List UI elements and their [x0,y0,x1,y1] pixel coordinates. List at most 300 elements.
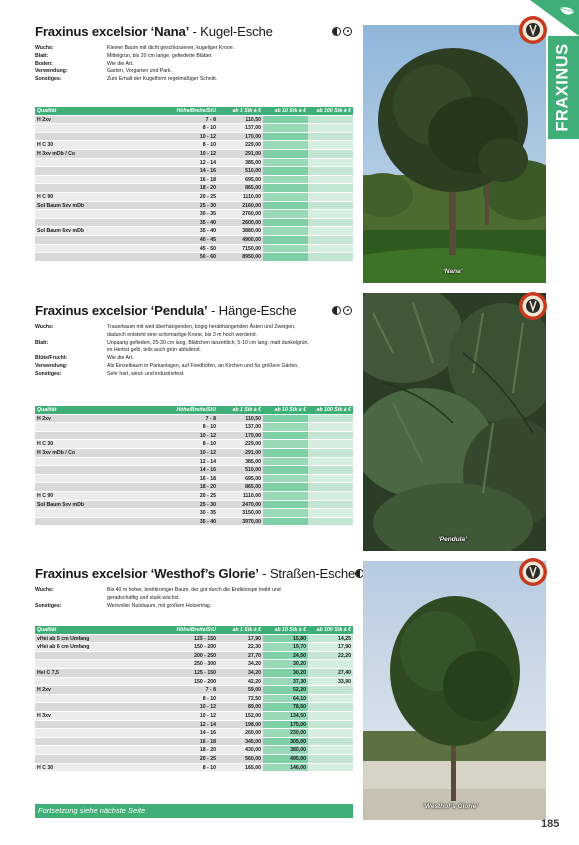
table-cell: 695,00 [218,176,263,184]
table-cell [308,133,353,141]
property-key: Verwendung: [35,68,68,75]
property-value: Als Einzelbaum in Parkanlagen, auf Friedhöfen, an Kirchen und für größere Gärten. [107,362,299,369]
table-cell: 150 - 200 [149,678,218,686]
table-cell [308,116,353,124]
table-cell: 30,20 [263,660,308,668]
table-row [35,202,353,211]
table-cell: Sol Baum 5xv mDb [35,501,149,509]
table-cell: 89,00 [218,703,263,711]
table-cell [308,458,353,466]
table-row [35,440,353,449]
table-cell: 7 - 8 [149,686,218,694]
table-row [35,415,353,424]
quality-seal-icon [518,291,548,321]
property-key: Blatt: [35,52,49,59]
property-value: Garten, Vorgarten und Park. [107,68,172,75]
table-cell: 200 - 250 [149,652,218,660]
properties-list [35,324,353,379]
table-row [35,492,353,501]
section-pendula [35,300,353,379]
table-row [35,669,353,678]
property-value: Wie die Art. [107,355,134,362]
column-header: Höhe/Breite/StU [149,406,218,414]
table-cell: 12 - 14 [149,458,218,466]
table-cell [308,466,353,474]
property-key [35,332,107,340]
table-row [35,686,353,695]
table-cell: vHei ab 5 cm Umfang [35,635,149,643]
table-cell [308,202,353,210]
table-cell [263,124,308,132]
table-cell [35,236,149,244]
property-row [35,347,353,355]
table-cell [263,475,308,483]
table-cell: 8 - 10 [149,764,218,772]
table-row [35,227,353,236]
table-cell [308,755,353,763]
table-cell: 229,00 [218,141,263,149]
table-cell [308,509,353,517]
table-cell [263,141,308,149]
column-header: ab 10 Stk à € [263,626,308,634]
table-cell [308,440,353,448]
table-cell: 35 - 40 [149,219,218,227]
table-cell [35,466,149,474]
table-cell [308,150,353,158]
table-cell [35,210,149,218]
table-cell: 64,10 [263,695,308,703]
table-cell [308,686,353,694]
table-cell [308,703,353,711]
table-cell: 430,00 [218,746,263,754]
table-cell: 134,50 [263,712,308,720]
table-cell [35,518,149,526]
column-header: ab 100 Stk à € [308,107,353,115]
table-cell: 125 - 150 [149,635,218,643]
page-number: 185 [541,818,560,830]
table-row [35,449,353,458]
photo-westhofs-glorie [363,561,546,820]
table-cell [35,755,149,763]
table-cell [35,159,149,167]
table-cell [263,202,308,210]
table-cell: 165,00 [218,764,263,772]
table-cell [263,492,308,500]
table-header [35,626,353,635]
property-key [35,595,107,603]
table-cell: 35 - 40 [149,227,218,235]
table-row [35,483,353,492]
table-cell [263,440,308,448]
table-cell [263,210,308,218]
table-row [35,764,353,773]
table-cell: 560,00 [218,755,263,763]
property-key: Sonstiges: [35,602,62,609]
table-cell [35,746,149,754]
property-key: Verwendung: [35,362,68,369]
table-cell [308,695,353,703]
table-cell: 110,50 [218,116,263,124]
table-header [35,406,353,415]
table-cell [35,432,149,440]
property-row [35,76,353,84]
table-row [35,475,353,484]
table-cell: 1110,00 [218,492,263,500]
table-cell [308,518,353,526]
table-cell [35,458,149,466]
table-cell: Sol Baum 5xv mDb [35,202,149,210]
table-cell: 12 - 14 [149,721,218,729]
table-cell: 14 - 16 [149,167,218,175]
table-cell [308,227,353,235]
column-header: ab 1 Stk à € [218,406,263,414]
table-cell: 8 - 10 [149,141,218,149]
table-row [35,712,353,721]
table-cell: 260,00 [218,729,263,737]
table-cell [308,449,353,457]
table-cell [308,236,353,244]
sun-full-icon [343,27,352,36]
table-cell [308,764,353,772]
table-cell: 10 - 12 [149,703,218,711]
table-cell: 18 - 20 [149,184,218,192]
property-key: Blatt: [35,339,49,346]
property-row [35,587,353,595]
property-value: Wertvoller Nutzbaum, mit großem Holzertrag. [107,602,212,609]
table-cell [263,501,308,509]
table-cell: 510,00 [218,466,263,474]
table-cell: 22,30 [218,643,263,651]
section-nana [35,21,353,84]
table-cell: 72,50 [218,695,263,703]
table-cell [35,167,149,175]
table-cell: 2470,00 [218,501,263,509]
table-cell [35,660,149,668]
table-cell: 7 - 8 [149,415,218,423]
table-cell [35,423,149,431]
table-cell: 30,20 [263,669,308,677]
table-row [35,141,353,150]
table-cell [35,703,149,711]
table-cell [263,176,308,184]
table-cell: 2760,00 [218,210,263,218]
table-cell [35,253,149,261]
property-value: Kleiner Baum mit dicht geschlossener, kugeliger Krone. [107,45,235,51]
table-cell [35,509,149,517]
table-cell [308,176,353,184]
table-row [35,721,353,730]
table-cell: 34,20 [218,669,263,677]
table-cell: 34,20 [218,660,263,668]
table-cell: 14 - 16 [149,729,218,737]
photo-caption: ‘Westhof’s Glorie’ [423,803,479,810]
table-cell: 10 - 12 [149,432,218,440]
table-cell: 229,00 [218,440,263,448]
table-cell [308,245,353,253]
table-cell: 14,25 [308,635,353,643]
table-cell [308,219,353,227]
table-row [35,432,353,441]
section-title: Fraxinus excelsior ‘Pendula’ - Hänge-Esche [35,302,297,318]
table-cell: 78,50 [263,703,308,711]
table-cell [263,167,308,175]
table-cell: Sol Baum 6xv mDb [35,227,149,235]
table-cell [263,159,308,167]
property-value: Zum Erhalt der Kugelform regelmäßiger Schnitt. [107,76,218,83]
properties-list [35,45,353,84]
table-cell [308,167,353,175]
table-cell: 865,00 [218,483,263,491]
table-cell: 291,00 [218,449,263,457]
table-cell: H 2xv [35,116,149,124]
table-row [35,245,353,254]
table-cell: 25 - 30 [149,202,218,210]
table-row [35,678,353,687]
property-key: Blüte/Frucht: [35,355,68,362]
sun-full-icon [343,306,352,315]
table-cell: 52,20 [263,686,308,694]
sun-half-shade-icon [332,27,341,36]
table-cell: 7 - 8 [149,116,218,124]
property-value: Sehr hart, wind- und industriefest. [107,370,185,377]
table-cell: vHei ab 6 cm Umfang [35,643,149,651]
continuation-note: Fortsetzung siehe nächste Seite [35,804,353,818]
table-cell [308,660,353,668]
table-row [35,219,353,228]
property-key: Sonstiges: [35,370,62,377]
table-row [35,167,353,176]
table-cell [308,159,353,167]
table-cell: Hei C 7,5 [35,669,149,677]
table-cell [263,236,308,244]
table-cell: 150 - 200 [149,643,218,651]
table-row [35,184,353,193]
table-cell: 20 - 25 [149,492,218,500]
table-cell: 137,00 [218,423,263,431]
table-cell: H C 90 [35,492,149,500]
property-value: im Herbst gelb, teils auch grün abfallend. [107,347,202,354]
property-row [35,595,353,603]
table-cell [35,721,149,729]
table-row [35,635,353,644]
price-table-westhofs-glorie [35,626,353,772]
table-cell: 27,40 [308,669,353,677]
property-key: Wuchs: [35,45,54,51]
table-cell: 2160,00 [218,202,263,210]
table-cell: 495,00 [263,755,308,763]
column-header: Qualität [35,406,149,414]
table-cell [263,518,308,526]
table-cell: 12 - 14 [149,159,218,167]
quality-seal-icon [518,15,548,45]
table-row [35,652,353,661]
table-row [35,124,353,133]
table-cell: H C 30 [35,764,149,772]
table-row [35,133,353,142]
table-cell: 152,00 [218,712,263,720]
table-cell: 45 - 50 [149,245,218,253]
table-cell: 59,00 [218,686,263,694]
property-value: geradschäftig und stark wächst. [107,594,180,601]
price-table-nana [35,107,353,262]
table-cell: 1110,00 [218,193,263,201]
table-cell: H C 90 [35,193,149,201]
table-cell: 137,00 [218,124,263,132]
table-cell: 42,20 [218,678,263,686]
table-cell [263,193,308,201]
table-cell [308,141,353,149]
brand-tab-label: FRAXINUS [554,43,572,132]
table-cell [35,729,149,737]
table-row [35,116,353,125]
column-header: ab 1 Stk à € [218,107,263,115]
property-value: dadurch entsteht eine schirmartige Krone, bis 3 m hoch werdend. [107,331,257,338]
table-cell: 2600,00 [218,219,263,227]
property-row [35,355,353,363]
column-header: ab 100 Stk à € [308,406,353,414]
table-row [35,695,353,704]
table-cell [308,492,353,500]
table-cell: 22,20 [308,652,353,660]
table-cell [35,652,149,660]
table-cell [308,193,353,201]
property-key: Wuchs: [35,587,54,593]
table-cell: 170,00 [218,133,263,141]
table-cell: 7150,00 [218,245,263,253]
table-cell: 10 - 12 [149,133,218,141]
table-cell: H 3xv [35,712,149,720]
photo-pendula [363,293,546,551]
table-cell [35,678,149,686]
property-value: Mittelgrün, bis 20 cm lange, gefiederte Blätter. [107,52,213,59]
table-cell: 8 - 10 [149,440,218,448]
table-cell: 16 - 18 [149,475,218,483]
table-cell: H 3xv mDb / Co [35,150,149,158]
table-cell: H 2xv [35,415,149,423]
column-header: ab 100 Stk à € [308,626,353,634]
table-cell: 175,00 [263,721,308,729]
table-row [35,159,353,168]
table-cell: 4900,00 [218,236,263,244]
table-row [35,176,353,185]
table-cell: 27,70 [218,652,263,660]
column-header: ab 10 Stk à € [263,406,308,414]
table-cell [308,210,353,218]
table-cell [35,483,149,491]
table-cell [308,124,353,132]
table-cell: 25 - 30 [149,501,218,509]
table-cell: 110,50 [218,415,263,423]
table-cell [263,458,308,466]
property-value: Wie die Art. [107,60,134,67]
table-cell [308,184,353,192]
table-cell: 8 - 10 [149,695,218,703]
property-value: Trauerbaum mit weit überhängenden, bogig herabhängenden Ästen und Zweigen, [107,324,296,330]
table-cell [308,729,353,737]
table-cell: 345,00 [218,738,263,746]
table-row [35,509,353,518]
photo-caption: ‘Nana’ [443,268,463,275]
table-cell [263,449,308,457]
table-row [35,501,353,510]
table-cell: 385,00 [218,458,263,466]
property-row [35,45,353,53]
table-cell: 30 - 35 [149,210,218,218]
table-cell: 250 - 300 [149,660,218,668]
table-cell: 17,90 [308,643,353,651]
table-cell: 16 - 18 [149,176,218,184]
table-cell [263,150,308,158]
property-row [35,68,353,76]
table-cell: 695,00 [218,475,263,483]
section-westhofs-glorie [35,563,356,610]
column-header: ab 1 Stk à € [218,626,263,634]
column-header: Höhe/Breite/StU [149,107,218,115]
table-cell: H C 30 [35,141,149,149]
table-cell: 37,30 [263,678,308,686]
table-cell: 50 - 60 [149,253,218,261]
table-cell: 8 - 10 [149,423,218,431]
table-row [35,703,353,712]
table-cell: 20 - 25 [149,193,218,201]
table-cell: H 2xv [35,686,149,694]
table-cell: 385,00 [218,159,263,167]
table-cell: 15,80 [263,635,308,643]
table-header [35,107,353,116]
sun-half-shade-icon [332,306,341,315]
table-cell: 33,90 [308,678,353,686]
table-row [35,458,353,467]
table-cell [263,483,308,491]
property-row [35,332,353,340]
section-title: Fraxinus excelsior ‘Nana’ - Kugel-Esche [35,23,273,39]
property-row [35,61,353,69]
table-row [35,729,353,738]
table-cell [263,227,308,235]
table-cell [35,219,149,227]
table-cell: 10 - 12 [149,150,218,158]
table-cell: 865,00 [218,184,263,192]
table-cell [35,184,149,192]
column-header: Qualität [35,107,149,115]
table-cell: 19,70 [263,643,308,651]
table-cell [263,245,308,253]
table-cell: 125 - 150 [149,669,218,677]
table-cell [308,423,353,431]
table-cell: 35 - 40 [149,518,218,526]
table-cell: 18 - 20 [149,746,218,754]
property-value: Bis 40 m hoher, breitkroniger Baum, der gut durch die Endknospe treibt und [107,587,281,593]
table-cell [263,184,308,192]
table-row [35,643,353,652]
property-row [35,53,353,61]
table-cell [308,738,353,746]
table-cell: 16 - 18 [149,738,218,746]
table-cell: 170,00 [218,432,263,440]
table-cell: 10 - 12 [149,712,218,720]
table-cell [308,432,353,440]
property-row [35,363,353,371]
table-cell: 10 - 12 [149,449,218,457]
section-title: Fraxinus excelsior ‘Westhof’s Glorie’ - Straßen-Esche [35,565,356,581]
table-cell: 3970,00 [218,518,263,526]
table-row [35,193,353,202]
table-cell: 305,00 [263,738,308,746]
table-cell [263,432,308,440]
table-cell: 380,00 [263,746,308,754]
table-cell: H C 30 [35,440,149,448]
table-row [35,518,353,527]
